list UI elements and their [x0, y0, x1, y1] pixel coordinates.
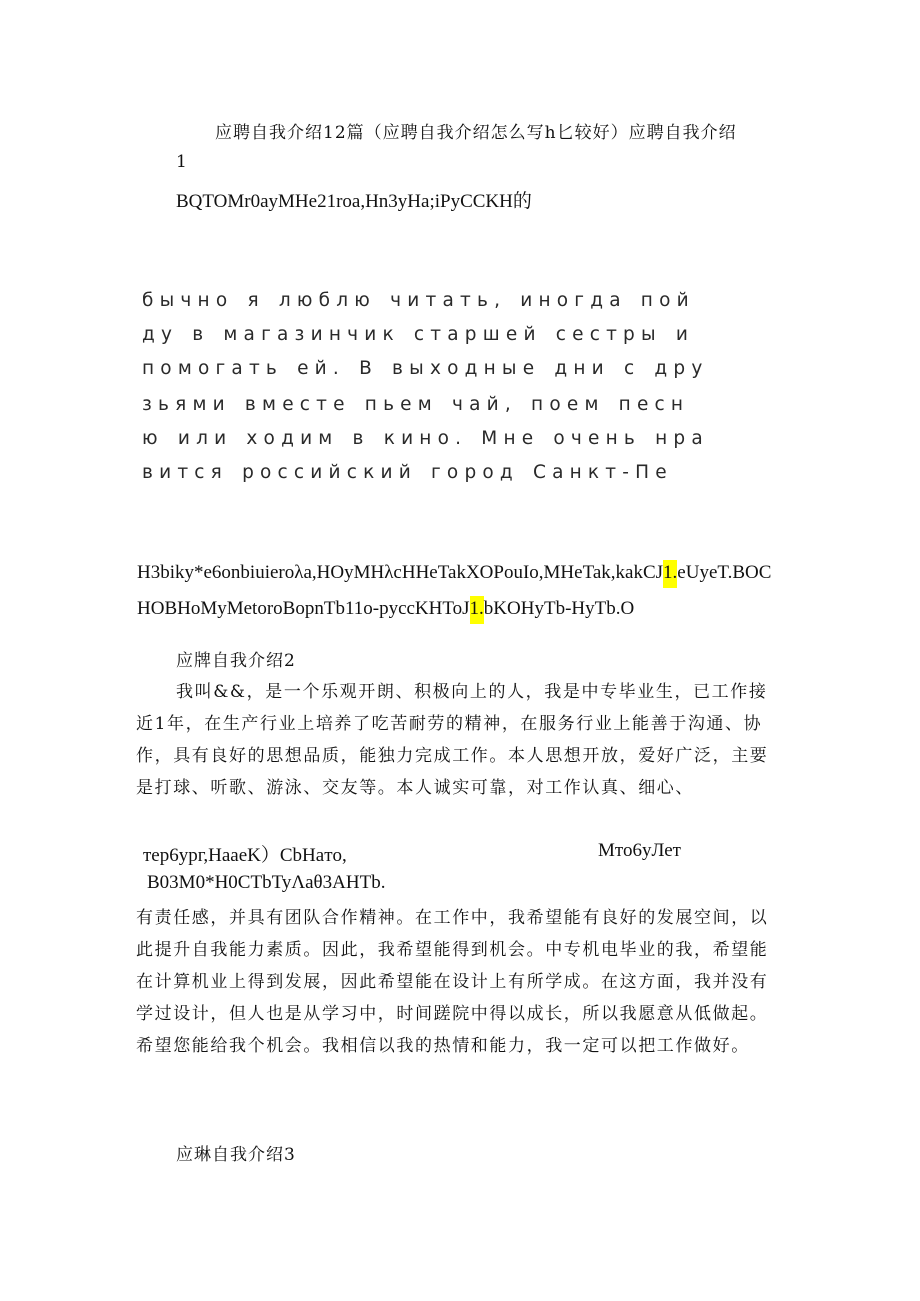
highlighted-text: 1. — [663, 560, 677, 588]
paragraph: 有责任感，并具有团队合作精神。在工作中，我希望能有良好的发展空间，以此提升自我能力素质。因此，我希望能得到机会。中专机电毕业的我，希望能在计算机业上得到发展，因此希望能在设计上有所学成。在这方面，我并没有学过设计，但人也是从学习中，时间蹉院中得以成长，所以我愿意从低做起。希望您能给我个机会。我相信以我的热情和能力，我一定可以把工作做好。 — [136, 908, 769, 1056]
section-heading: 应琳自我介绍3 — [176, 1145, 296, 1165]
russian-text-line: ю или ходим в кино. Мне очень нра — [142, 428, 709, 449]
russian-text-line: бычно я люблю читать, иногда пой — [142, 290, 695, 311]
section-heading: 应牌自我介绍2 — [176, 651, 296, 671]
garbled-ocr-line: BQTOMr0ayMHe21roa,Hn3yHa;iPyCCKH的 — [176, 191, 532, 212]
russian-text-line: зьями вместе пьем чай, поем песн — [142, 394, 690, 415]
russian-text-line: помогать ей. В выходные дни с дру — [142, 358, 709, 379]
document-title: 应聘自我介绍12篇（应聘自我介绍怎么写h匕较好）应聘自我介绍 — [215, 123, 737, 143]
garbled-ocr-line — [137, 598, 634, 620]
garbled-ocr-line: Mто6уЛет — [598, 840, 681, 861]
paragraph: 我叫&&，是一个乐观开朗、积极向上的人，我是中专毕业生，已工作接近1年，在生产行业上培养了吃苦耐劳的精神，在服务行业上能善于沟通、协作，具有良好的思想品质，能独力完成工作。本人思想开放，爱好广泛，主要是打球、听歌、游泳、交友等。本人诚实可靠，对工作认真、细心、 — [136, 682, 769, 798]
ocr-text: bKOHyTb-HyTb.O — [483, 598, 635, 619]
highlighted-text: 1. — [470, 596, 484, 624]
ocr-text: H3biky*e6onbiuieroλa,HOyMHλcHHeTakXOPouIo,MHeTak,kakCJ — [137, 562, 664, 583]
ocr-text: HOBHoMyMetoroBopnTb11o-pyccKHToJ — [137, 598, 470, 619]
document-title-continuation: 1 — [176, 152, 188, 172]
russian-text-line: ду в магазинчик старшей сестры и — [142, 324, 695, 345]
russian-text-line: вится российский город Санкт-Пе — [142, 462, 673, 483]
garbled-ocr-line: B03M0*H0CTbTyΛaθ3AHTb. — [147, 872, 386, 893]
garbled-ocr-line: тер6ург,HaaeK）CbHaтo, — [143, 845, 347, 866]
ocr-text: eUyeT.BOC — [677, 562, 772, 583]
garbled-ocr-line — [137, 562, 771, 584]
